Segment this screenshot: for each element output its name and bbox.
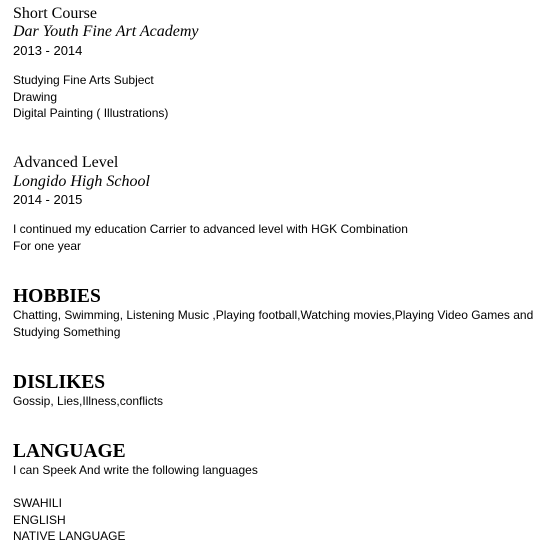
hobbies-text: Chatting, Swimming, Listening Music ,Playing football,Watching movies,Playing Video Games and Studying Something: [13, 308, 534, 339]
education-detail: Digital Painting ( Illustrations): [13, 106, 169, 120]
education-detail: I continued my education Carrier to advanced level with HGK Combination: [13, 222, 408, 236]
education-years: 2014 - 2015: [13, 192, 83, 207]
education-detail: Drawing: [13, 90, 58, 104]
language-intro: I can Speek And write the following languages: [13, 463, 258, 477]
education-title: Advanced Level: [13, 154, 119, 171]
education-detail: Studying Fine Arts Subject: [13, 73, 154, 87]
education-detail: For one year: [13, 239, 82, 253]
dislikes-text: Gossip, Lies,Illness,conflicts: [13, 394, 164, 408]
language-item: SWAHILI: [13, 496, 62, 510]
education-years: 2013 - 2014: [13, 43, 83, 58]
hobbies-heading: HOBBIES: [13, 286, 101, 307]
education-title: Short Course: [13, 5, 97, 22]
language-heading: LANGUAGE: [13, 441, 126, 462]
education-institution: Dar Youth Fine Art Academy: [13, 23, 199, 40]
education-institution: Longido High School: [13, 173, 150, 190]
dislikes-heading: DISLIKES: [13, 372, 106, 393]
language-item: NATIVE LANGUAGE: [13, 529, 126, 543]
language-item: ENGLISH: [13, 513, 66, 527]
